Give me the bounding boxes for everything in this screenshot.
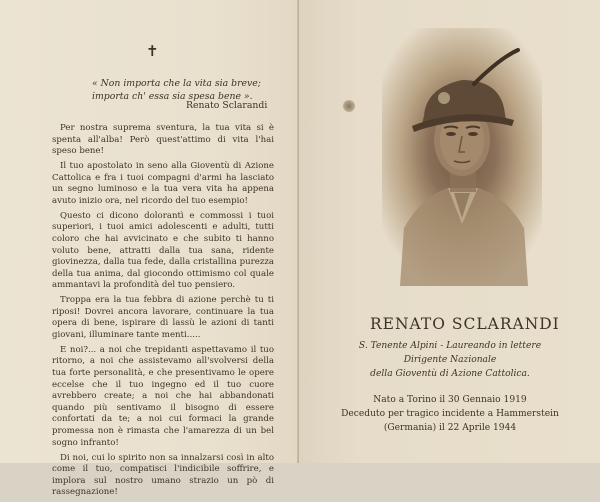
cross-icon: ✝ [146, 42, 159, 60]
paragraph-1: Per nostra suprema sventura, la tua vita si è spenta all'alba! Però quest'attimo di vita l'hai speso bene! [52, 123, 274, 157]
paragraph-4: Troppa era la tua febbra di azione perchè tu ti riposi! Dovrei ancora lavorare, continuare la tua opera di bene, ispirare di lassù le azioni di tanti giovani, illuminare tante menti..... [52, 295, 274, 340]
death-line-1: Deceduto per tragico incidente a Hammerstein [341, 409, 559, 419]
death-line-2: (Germania) il 22 Aprile 1944 [383, 423, 517, 433]
paragraph-6: Di noi, cui lo spirito non sa innalzarsi così in alto come il tuo, compatisci l'indicibile soffrire, e implora sul nostro umano strazio un pò di rassegnazione! [52, 452, 274, 498]
rank-line-3: della Gioventù di Azione Cattolica. [370, 369, 530, 379]
portrait-photo [382, 28, 542, 286]
birth-line: Nato a Torino il 30 Gennaio 1919 [373, 395, 527, 405]
memorial-text [52, 123, 274, 502]
epigraph-author: Renato Sclarandi [186, 100, 268, 111]
paragraph-2: Il tuo apostolato in seno alla Gioventù di Azione Cattolica e fra i tuoi compagni d'armi ha lasciato un segno luminoso e la tua vera vita ha appena avuto inizio ora, nel ricordo del tuo esempio! [52, 161, 274, 206]
epigraph-line-1: « Non importa che la vita sia breve; [92, 78, 261, 89]
soldier-portrait-icon [382, 28, 542, 286]
paragraph-3: Questo ci dicono dolorantì e commossi i tuoi superiori, i tuoi amici adolescenti e adulti, tutti coloro che hai avvicinato e che subito ti hanno voluto bene, attratti dalla tua sana, ridente giovinezza, dalla tua fede, dalla cristallina purezza della tua anima, dal giocondo ottimismo col quale ammantavi la profondità del tuo pensiero. [52, 210, 274, 291]
paragraph-5: E noi?... a noi che trepidanti aspettavamo il tuo ritorno, a noi che assistevamo all'svolversi della tua forte personalità, e che presentivamo le opere eccelse che il tuo ingegno ed il tuo cuore avrebbero create; a noi che hai abbandonati quando più sentivamo il bisogno di essere confortati da te; a noi cui formaci la grande promessa non è rimasta che l'amarezza di un bel sogno infranto! [52, 344, 274, 448]
rank-line-1: S. Tenente Alpini - Laureando in lettere [358, 341, 542, 351]
deceased-name: RENATO SCLARANDI [370, 315, 560, 333]
left-page [0, 0, 299, 498]
epigraph-line-2: importa ch' essa sia spesa bene ». [92, 91, 253, 102]
ornament-dot [343, 100, 355, 112]
rank-line-2: Dirigente Nazionale [403, 355, 497, 365]
